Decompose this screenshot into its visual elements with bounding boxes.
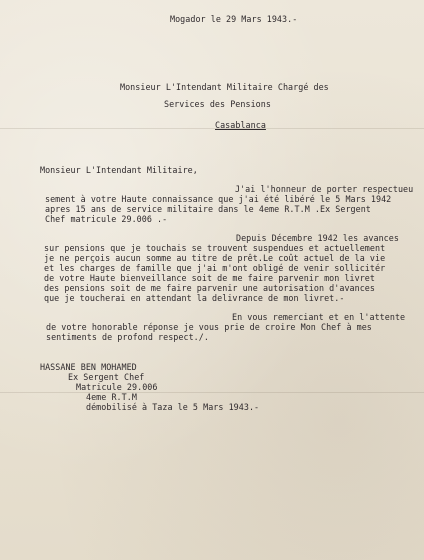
paper-fold [0, 128, 424, 129]
recipient-line-1: Monsieur L'Intendant Militaire Chargé des [120, 82, 329, 92]
paragraph2-line: et les charges de famille que j'ai m'ont obligé de venir sollicitér [44, 263, 386, 273]
paragraph2-line: je ne perçois aucun somme au titre de prêt.Le coût actuel de la vie [44, 253, 386, 263]
paragraph2-line: de votre Haute bienveillance soit de me faire parvenir mon livret [44, 273, 375, 283]
recipient-city: Casablanca [215, 120, 266, 130]
paragraph3-line: sentiments de profond respect./. [46, 332, 209, 342]
date-line: Mogador le 29 Mars 1943.- [170, 14, 298, 24]
paragraph1-line: Chef matricule 29.006 .- [45, 214, 168, 224]
paragraph1-line: sement à votre Haute connaissance que j'ai été libéré le 5 Mars 1942 [45, 194, 392, 204]
paragraph1-line: J'ai l'honneur de porter respectueu [235, 184, 414, 194]
signature-matricule: Matricule 29.006 [76, 382, 158, 392]
signature-demob: démobilisé à Taza le 5 Mars 1943.- [86, 402, 260, 412]
paper-fold [0, 392, 424, 393]
signature-regiment: 4eme R.T.M [86, 392, 137, 402]
signature-name: HASSANE BEN MOHAMED [40, 362, 137, 372]
paragraph3-line: de votre honorable réponse je vous prie de croire Mon Chef à mes [46, 322, 372, 332]
signature-rank: Ex Sergent Chef [68, 372, 145, 382]
paragraph2-line: des pensions soit de me faire parvenir une autorisation d'avances [44, 283, 375, 293]
paragraph2-line: que je toucherai en attendant la delivrance de mon livret.- [44, 293, 345, 303]
paragraph3-line: En vous remerciant et en l'attente [232, 312, 406, 322]
paragraph1-line: apres 15 ans de service militaire dans le 4eme R.T.M .Ex Sergent [45, 204, 371, 214]
paragraph2-line: sur pensions que je touchais se trouvent suspendues et actuellement [44, 243, 386, 253]
recipient-line-2: Services des Pensions [164, 99, 271, 109]
salutation: Monsieur L'Intendant Militaire, [40, 165, 198, 175]
paragraph2-line: Depuis Décembre 1942 les avances [236, 233, 399, 243]
